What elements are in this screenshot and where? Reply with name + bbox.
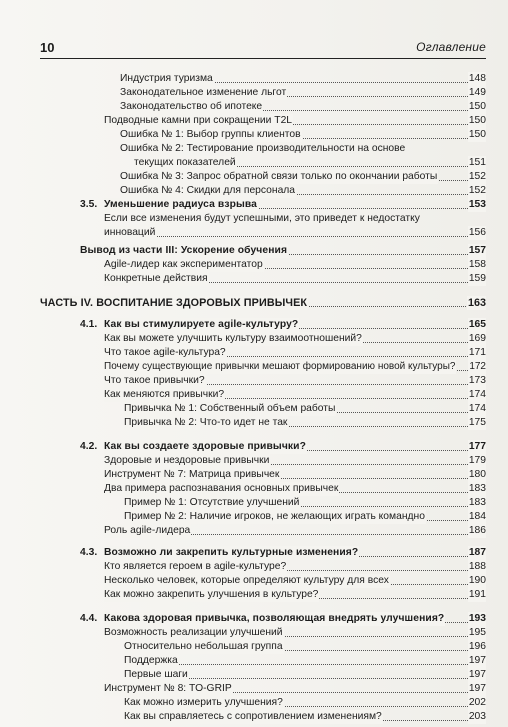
toc-entry: Пример № 1: Отсутствие улучшений 183 — [124, 497, 486, 508]
section-number: 4.3. — [80, 547, 98, 558]
section-number: 4.2. — [80, 441, 98, 452]
toc-entry: Как вы справляетесь с сопротивлением изменениям? 203 — [124, 711, 486, 722]
toc-entry: Роль agile-лидера 186 — [104, 525, 486, 536]
toc-entry: Привычка № 1: Собственный объем работы 174 — [124, 403, 486, 414]
toc-entry: инноваций 156 — [104, 227, 486, 238]
toc-entry: Ошибка № 1: Выбор группы клиентов 150 — [120, 129, 486, 140]
toc-entry: Поддержка 197 — [124, 655, 486, 666]
toc-entry: Agile-лидер как экспериментатор 158 — [104, 259, 486, 270]
toc-entry: Ошибка № 4: Скидки для персонала 152 — [120, 185, 486, 196]
toc-entry: Индустрия туризма 148 — [120, 73, 486, 84]
section-number: 4.4. — [80, 613, 98, 624]
toc-entry: Конкретные действия 159 — [104, 273, 486, 284]
toc-entry: Инструмент № 7: Матрица привычек 180 — [104, 469, 486, 480]
toc-section-entry: Какова здоровая привычка, позволяющая внедрять улучшения? 193 — [104, 613, 486, 624]
page-header — [40, 36, 486, 59]
toc-entry-line: Если все изменения будут успешными, это приведет к недостатку — [104, 213, 420, 224]
toc-entry: Первые шаги 197 — [124, 669, 486, 680]
toc-entry: Инструмент № 8: TO-GRIP 197 — [104, 683, 486, 694]
toc-entry: Что такое привычки? 173 — [104, 375, 486, 386]
toc-entry: текущих показателей 151 — [134, 157, 486, 168]
toc-entry: Что такое agile-культура? 171 — [104, 347, 486, 358]
toc-entry: Кто является героем в agile-культуре? 188 — [104, 561, 486, 572]
page-number: 10 — [40, 40, 55, 55]
toc-entry: Как можно закрепить улучшения в культуре? 191 — [104, 589, 486, 600]
toc-section-entry: Возможно ли закрепить культурные изменения? 187 — [104, 547, 486, 558]
toc-section-entry: Вывод из части III: Ускорение обучения 157 — [80, 245, 486, 256]
toc-section-entry: Как вы стимулируете agile-культуру? 165 — [104, 319, 486, 330]
toc-entry: Относительно небольшая группа 196 — [124, 641, 486, 652]
section-number: 3.5. — [80, 199, 98, 210]
toc-entry: Два примера распознавания основных привычек 183 — [104, 483, 486, 494]
toc-entry: Несколько человек, которые определяют культуру для всех 190 — [104, 575, 486, 586]
section-title: Оглавление — [416, 40, 486, 54]
toc-entry: Как можно измерить улучшения? 202 — [124, 697, 486, 708]
section-number: 4.1. — [80, 319, 98, 330]
toc-entry: Возможность реализации улучшений 195 — [104, 627, 486, 638]
toc-entry-line: Ошибка № 2: Тестирование производительности на основе — [120, 143, 406, 154]
toc-section-entry: Как вы создаете здоровые привычки? 177 — [104, 441, 486, 452]
toc-entry: Привычка № 2: Что-то идет не так 175 — [124, 417, 486, 428]
toc-entry: Как вы можете улучшить культуру взаимоотношений? 169 — [104, 333, 486, 344]
toc-entry: Законодательное изменение льгот 149 — [120, 87, 486, 98]
toc-entry: Пример № 2: Наличие игроков, не желающих играть командно 184 — [124, 511, 486, 522]
toc-section-entry: Уменьшение радиуса взрыва 153 — [104, 199, 486, 210]
toc-entry: Как меняются привычки? 174 — [104, 389, 486, 400]
toc-entry: Здоровые и нездоровые привычки 179 — [104, 455, 486, 466]
toc-entry: Законодательство об ипотеке 150 — [120, 101, 486, 112]
toc-entry: Ошибка № 3: Запрос обратной связи только по окончании работы 152 — [120, 171, 486, 182]
toc-entry: Подводные камни при сокращении T2L 150 — [104, 115, 486, 126]
toc-entry: Почему существующие привычки мешают формированию новой культуры? 172 — [104, 361, 486, 372]
toc-part-entry: ЧАСТЬ IV. ВОСПИТАНИЕ ЗДОРОВЫХ ПРИВЫЧЕК 163 — [40, 297, 486, 309]
